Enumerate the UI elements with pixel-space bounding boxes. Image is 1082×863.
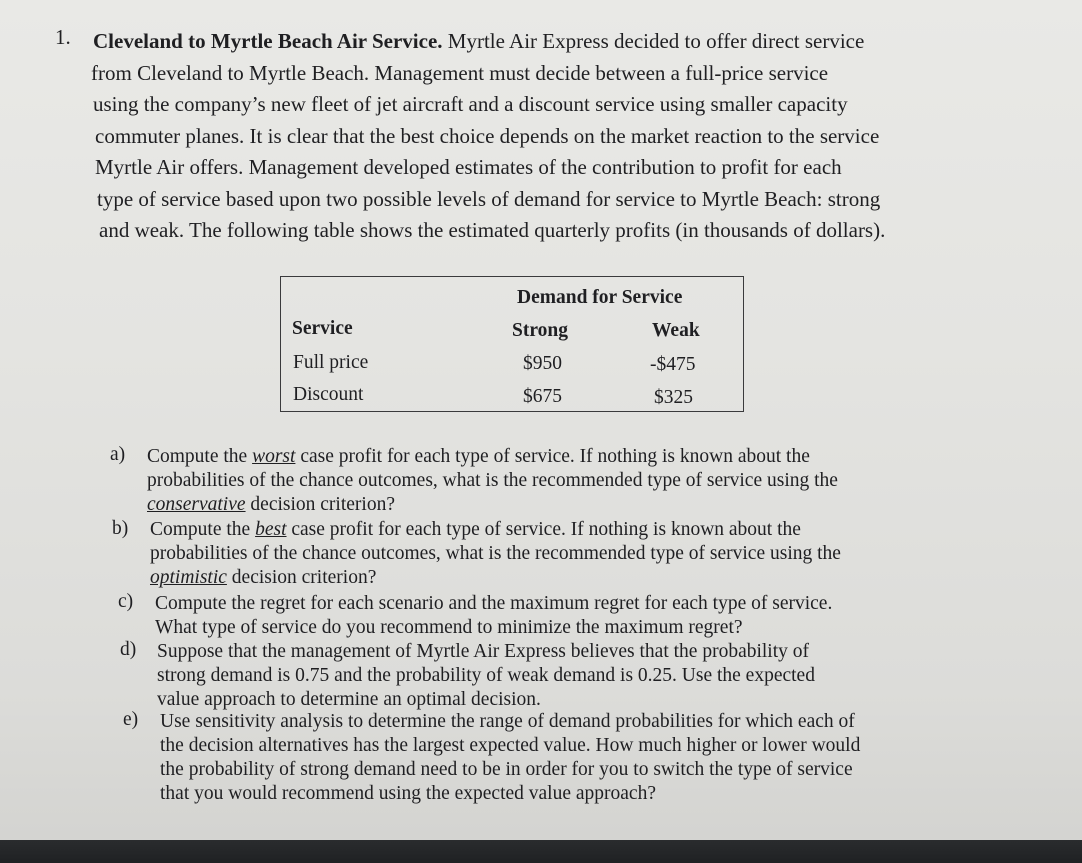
table-cell-service: Discount [293, 384, 364, 405]
question-line [150, 566, 841, 590]
question-text: case profit for each type of service. If nothing is known about the [295, 446, 810, 467]
question-label-c: c) [118, 591, 134, 612]
question-text: decision criterion? [245, 494, 395, 515]
question-line: strong demand is 0.75 and the probability of weak demand is 0.25. Use the expected [157, 665, 815, 686]
question-b [150, 518, 841, 590]
question-text: Compute the [147, 446, 253, 467]
question-text: decision criterion? [226, 567, 377, 588]
question-d [157, 640, 815, 712]
emphasis-worst: worst [252, 446, 296, 467]
intro-line [93, 26, 993, 58]
question-line [147, 493, 838, 517]
table-group-header: Demand for Service [517, 287, 683, 308]
question-line: the probability of strong demand need to be in order for you to switch the type of service [160, 759, 853, 780]
question-a [147, 445, 838, 517]
table-column-header-weak: Weak [652, 320, 700, 341]
question-label-b: b) [112, 518, 129, 539]
question-text: case profit for each type of service. If nothing is known about the [286, 519, 801, 540]
question-line [147, 445, 838, 469]
intro-line: commuter planes. It is clear that the best choice depends on the market reaction to the service [95, 123, 880, 148]
emphasis-conservative: conservative [147, 494, 246, 515]
bottom-edge-bar [0, 840, 1082, 863]
table-column-header-strong: Strong [512, 320, 568, 341]
table-cell-service: Full price [293, 352, 369, 373]
question-number: 1. [55, 25, 71, 49]
question-line: that you would recommend using the expected value approach? [160, 783, 656, 804]
question-line: Use sensitivity analysis to determine the range of demand probabilities for which each of [160, 711, 855, 732]
table-cell-strong: $950 [523, 353, 562, 374]
problem-title: Cleveland to Myrtle Beach Air Service. [93, 29, 443, 53]
intro-line: type of service based upon two possible levels of demand for service to Myrtle Beach: strong [97, 186, 881, 211]
table-cell-weak: -$475 [650, 354, 696, 375]
table-cell-strong: $675 [523, 386, 562, 407]
question-line: What type of service do you recommend to minimize the maximum regret? [155, 617, 743, 638]
intro-line-text: Myrtle Air Express decided to offer direct service [442, 29, 865, 53]
question-label-d: d) [120, 639, 137, 660]
problem-intro [93, 26, 993, 247]
question-label-a: a) [110, 444, 126, 465]
payoff-table [280, 276, 744, 412]
emphasis-optimistic: optimistic [150, 567, 227, 588]
question-e [160, 710, 860, 806]
table-row-header: Service [292, 318, 353, 339]
question-text: Compute the [150, 519, 256, 540]
question-c [155, 592, 832, 640]
question-line: Compute the regret for each scenario and the maximum regret for each type of service. [155, 593, 833, 614]
question-label-e: e) [123, 709, 139, 730]
intro-line: using the company’s new fleet of jet aircraft and a discount service using smaller capacity [93, 92, 848, 116]
intro-line: from Cleveland to Myrtle Beach. Management must decide between a full-price service [91, 60, 829, 85]
intro-line: Myrtle Air offers. Management developed estimates of the contribution to profit for each [95, 155, 842, 179]
question-line: probabilities of the chance outcomes, what is the recommended type of service using the [150, 543, 841, 564]
question-line [150, 518, 841, 542]
question-line: the decision alternatives has the largest expected value. How much higher or lower would [160, 735, 861, 756]
question-line: Suppose that the management of Myrtle Air Express believes that the probability of [157, 641, 810, 662]
emphasis-best: best [255, 519, 287, 540]
intro-line: and weak. The following table shows the estimated quarterly profits (in thousands of dollars). [99, 218, 886, 242]
question-line: value approach to determine an optimal decision. [157, 689, 541, 710]
table-cell-weak: $325 [654, 387, 693, 408]
question-line: probabilities of the chance outcomes, what is the recommended type of service using the [147, 470, 838, 491]
